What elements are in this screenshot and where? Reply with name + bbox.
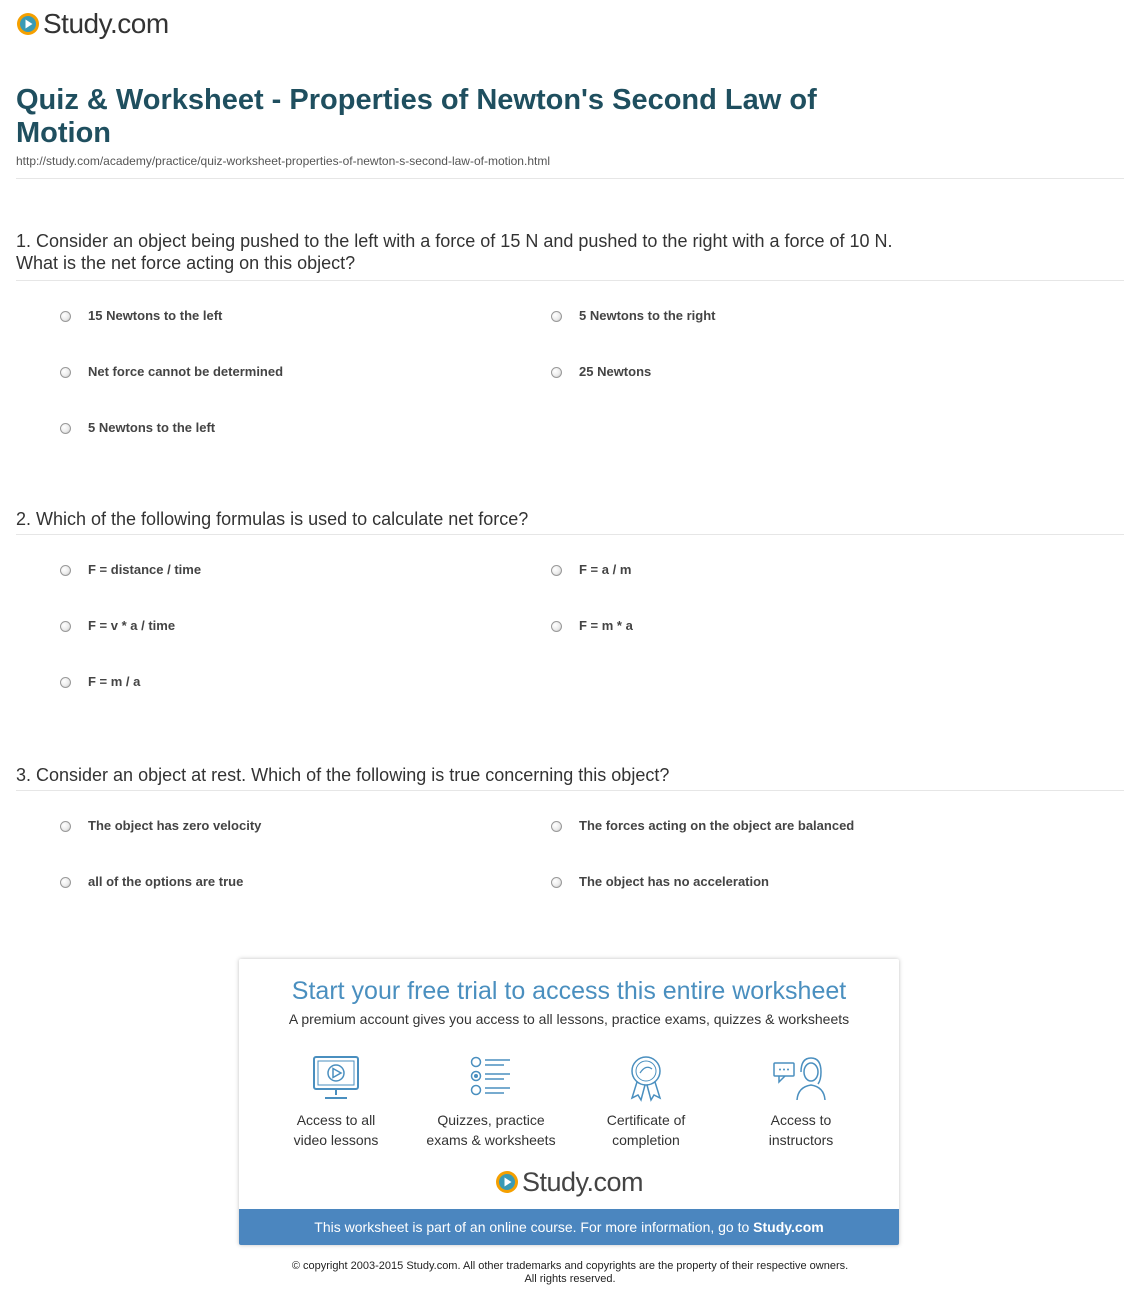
feature-label-line: Certificate of bbox=[606, 1112, 686, 1128]
promo-subheading: A premium account gives you access to all lessons, practice exams, quizzes & worksheets bbox=[288, 1011, 850, 1027]
promo-heading: Start your free trial to access this entire worksheet bbox=[291, 977, 847, 1005]
radio-button-icon[interactable] bbox=[551, 565, 562, 576]
feature-label-line: Quizzes, practice bbox=[437, 1112, 545, 1128]
answer-label: The object has zero velocity bbox=[88, 818, 262, 833]
certificate-icon bbox=[621, 1054, 671, 1102]
studycom-logo[interactable] bbox=[16, 9, 169, 39]
answer-option[interactable] bbox=[60, 308, 222, 323]
answer-option[interactable] bbox=[551, 562, 631, 577]
feature-certificate bbox=[571, 1054, 721, 1150]
answer-option[interactable] bbox=[60, 618, 175, 633]
radio-button-icon[interactable] bbox=[60, 423, 71, 434]
radio-button-icon[interactable] bbox=[60, 311, 71, 322]
quiz-list-icon bbox=[466, 1054, 516, 1102]
question-3-text: 3. Consider an object at rest. Which of the following is true concerning this object? bbox=[16, 765, 670, 785]
answer-label: F = m * a bbox=[579, 618, 633, 633]
page-title: Quiz & Worksheet - Properties of Newton's Second Law of Motion bbox=[16, 84, 817, 149]
question-divider bbox=[16, 280, 1124, 281]
studycom-link[interactable]: Study.com bbox=[753, 1219, 824, 1235]
copyright-footer bbox=[0, 1260, 1140, 1286]
radio-button-icon[interactable] bbox=[60, 621, 71, 632]
radio-button-icon[interactable] bbox=[551, 367, 562, 378]
radio-button-icon[interactable] bbox=[551, 877, 562, 888]
answer-label: 5 Newtons to the left bbox=[88, 420, 216, 435]
answer-option[interactable] bbox=[551, 874, 769, 889]
instructor-icon bbox=[771, 1054, 831, 1102]
feature-quizzes bbox=[416, 1054, 566, 1150]
answer-option[interactable] bbox=[551, 818, 854, 833]
feature-label bbox=[571, 1110, 721, 1150]
feature-label-line: video lessons bbox=[293, 1132, 379, 1148]
answer-option[interactable] bbox=[551, 308, 716, 323]
radio-button-icon[interactable] bbox=[60, 877, 71, 888]
logo-text: Study.com bbox=[521, 1167, 644, 1197]
promo-studycom-logo[interactable] bbox=[239, 1167, 899, 1197]
answer-option[interactable] bbox=[60, 674, 140, 689]
radio-button-icon[interactable] bbox=[60, 565, 71, 576]
radio-button-icon[interactable] bbox=[551, 821, 562, 832]
answer-label: 25 Newtons bbox=[579, 364, 652, 379]
radio-button-icon[interactable] bbox=[60, 821, 71, 832]
answer-label: Net force cannot be determined bbox=[88, 364, 284, 379]
answer-label: F = m / a bbox=[88, 674, 141, 689]
question-2 bbox=[16, 508, 1124, 689]
logo-play-icon bbox=[16, 12, 40, 36]
answer-option[interactable] bbox=[60, 818, 261, 833]
question-3 bbox=[16, 764, 1124, 889]
feature-label-line: Access to bbox=[770, 1112, 832, 1128]
feature-label-line: completion bbox=[612, 1132, 680, 1148]
question-1 bbox=[16, 230, 1124, 435]
feature-video-lessons bbox=[261, 1054, 411, 1150]
feature-label-line: exams & worksheets bbox=[426, 1132, 556, 1148]
answer-label: 15 Newtons to the left bbox=[88, 308, 223, 323]
feature-label bbox=[261, 1110, 411, 1150]
answer-option[interactable] bbox=[60, 562, 201, 577]
feature-label-line: Access to all bbox=[296, 1112, 376, 1128]
radio-button-icon[interactable] bbox=[551, 311, 562, 322]
video-lessons-icon bbox=[311, 1054, 361, 1102]
radio-button-icon[interactable] bbox=[60, 677, 71, 688]
answer-label: 5 Newtons to the right bbox=[579, 308, 716, 323]
promo-bar-text: This worksheet is part of an online course. For more information, go to bbox=[314, 1219, 754, 1235]
feature-label bbox=[416, 1110, 566, 1150]
logo-text: Study.com bbox=[43, 8, 169, 39]
answer-option[interactable] bbox=[551, 364, 651, 379]
feature-label bbox=[726, 1110, 876, 1150]
question-2-text: 2. Which of the following formulas is used to calculate net force? bbox=[16, 509, 529, 529]
free-trial-promo[interactable] bbox=[239, 959, 899, 1245]
header-divider bbox=[16, 178, 1124, 179]
question-divider bbox=[16, 534, 1124, 535]
question-1-text: 1. Consider an object being pushed to the left with a force of 15 N and pushed to the right with a force of 10 N. What is the net force acting on this object? bbox=[16, 231, 893, 273]
feature-instructors bbox=[726, 1054, 876, 1150]
logo-play-icon bbox=[495, 1170, 519, 1194]
answer-option[interactable] bbox=[551, 618, 633, 633]
radio-button-icon[interactable] bbox=[551, 621, 562, 632]
copyright-line: © copyright 2003-2015 Study.com. All other trademarks and copyrights are the property of their respective owners. bbox=[291, 1260, 849, 1272]
promo-info-bar bbox=[239, 1209, 899, 1245]
answer-option[interactable] bbox=[60, 420, 215, 435]
feature-label-line: instructors bbox=[768, 1132, 834, 1148]
answer-label: F = a / m bbox=[579, 562, 632, 577]
copyright-line: All rights reserved. bbox=[524, 1273, 616, 1285]
answer-option[interactable] bbox=[60, 364, 283, 379]
answer-label: The object has no acceleration bbox=[579, 874, 769, 889]
answer-label: all of the options are true bbox=[88, 874, 244, 889]
answer-label: F = v * a / time bbox=[88, 618, 176, 633]
answer-label: F = distance / time bbox=[88, 562, 202, 577]
question-divider bbox=[16, 790, 1124, 791]
radio-button-icon[interactable] bbox=[60, 367, 71, 378]
answer-label: The forces acting on the object are balanced bbox=[579, 818, 855, 833]
page-url: http://study.com/academy/practice/quiz-worksheet-properties-of-newton-s-second-law-of-motion.html bbox=[16, 154, 550, 168]
answer-option[interactable] bbox=[60, 874, 243, 889]
